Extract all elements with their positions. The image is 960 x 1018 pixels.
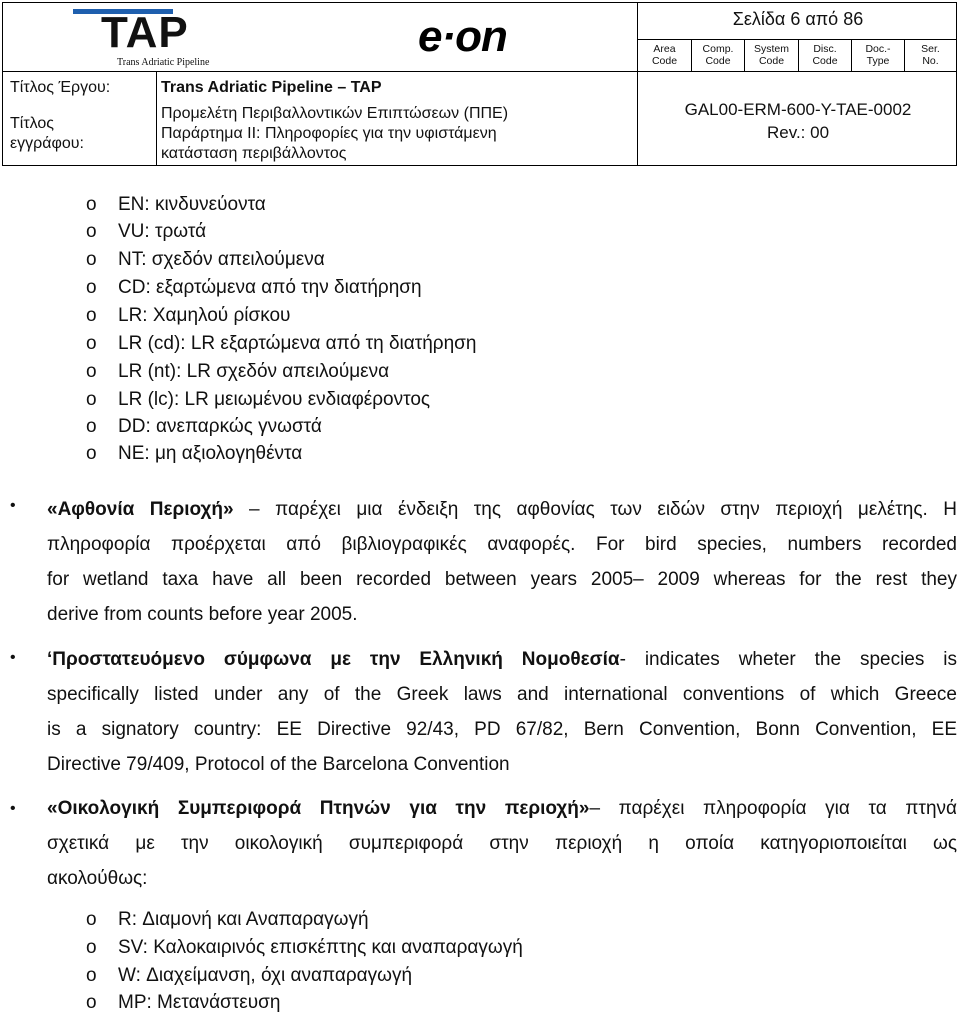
circle-bullet-icon: o (86, 389, 97, 410)
document-number: GAL00-ERM-600-Y-TAE-0002 (684, 100, 912, 119)
doc-title-line-1: Προμελέτη Περιβαλλοντικών Επιπτώσεων (ΠΠΕ) (161, 105, 509, 122)
paragraph-line: πληροφορία προέρχεται από βιβλιογραφικές αναφορές. For bird species, numbers recorded (47, 534, 957, 555)
list-item-text: NE: μη αξιολογηθέντα (118, 443, 303, 464)
paragraph-line: derive from counts before year 2005. (47, 604, 358, 625)
paragraph-text: - indicates wheter the species is (619, 649, 957, 670)
doc-title-label-2: εγγράφου: (10, 135, 84, 152)
header-rule (637, 39, 956, 40)
code-comp: Comp. Code (702, 43, 734, 67)
paragraph-line: for wetland taxa have all been recorded between years 2005– 2009 whereas for the rest they (47, 569, 957, 590)
doc-title-line-3: κατάσταση περιβάλλοντος (161, 145, 347, 162)
paragraph-heading: ‘Προστατευόμενο σύμφωνα με την Ελληνική Νομοθεσία (47, 649, 620, 670)
circle-bullet-icon: o (86, 443, 97, 464)
circle-bullet-icon: o (86, 194, 97, 215)
list-item-text: LR (cd): LR εξαρτώμενα από τη διατήρηση (118, 333, 477, 354)
doc-title-line-2: Παράρτημα ΙΙ: Πληροφορίες για την υφιστάμενη (161, 125, 497, 142)
circle-bullet-icon: o (86, 221, 97, 242)
tap-logo-word: TAP (101, 8, 189, 57)
paragraph-line: Directive 79/409, Protocol of the Barcelona Convention (47, 754, 510, 775)
tap-logo (73, 9, 258, 69)
list-item-text: EN: κινδυνεύοντα (118, 194, 266, 215)
paragraph-line (47, 791, 957, 826)
list-item-text: LR: Χαμηλού ρίσκου (118, 305, 291, 326)
circle-bullet-icon: o (86, 937, 97, 958)
paragraph-bird-behaviour (47, 791, 957, 896)
project-label: Τίτλος Έργου: (10, 79, 111, 96)
code-system: System Code (753, 43, 789, 67)
list-item-text: R: Διαμονή και Αναπαραγωγή (118, 909, 369, 930)
paragraph-line (47, 642, 957, 677)
bullet-icon: • (10, 497, 16, 514)
circle-bullet-icon: o (86, 361, 97, 382)
list-item-text: VU: τρωτά (118, 221, 207, 242)
circle-bullet-icon: o (86, 305, 97, 326)
list-item-text: MP: Μετανάστευση (118, 992, 281, 1013)
document-header (2, 2, 957, 166)
circle-bullet-icon: o (86, 992, 97, 1013)
eon-logo: e·on (418, 12, 507, 61)
circle-bullet-icon: o (86, 416, 97, 437)
circle-bullet-icon: o (86, 965, 97, 986)
paragraph-text: – παρέχει πληροφορία για τα πτηνά (589, 798, 957, 819)
list-item-text: SV: Καλοκαιρινός επισκέπτης και αναπαραγωγή (118, 937, 523, 958)
list-item-text: CD: εξαρτώμενα από την διατήρηση (118, 277, 422, 298)
bullet-icon: • (10, 800, 16, 817)
header-rule (637, 3, 638, 165)
paragraph-text: – παρέχει μια ένδειξη της αφθονίας των ειδών στην περιοχή μελέτης. Η (233, 499, 957, 520)
circle-bullet-icon: o (86, 909, 97, 930)
circle-bullet-icon: o (86, 249, 97, 270)
code-doc-type: Doc.- Type (865, 43, 891, 67)
list-item-text: W: Διαχείμανση, όχι αναπαραγωγή (118, 965, 413, 986)
code-ser-no: Ser. No. (921, 43, 940, 67)
paragraph-line: ακολούθως: (47, 868, 148, 889)
paragraph-line: σχετικά με την οικολογική συμπεριφορά στην περιοχή η οποία κατηγοριοποιείται ως (47, 833, 957, 854)
list-item-text: LR (nt): LR σχεδόν απειλούμενα (118, 361, 390, 382)
project-value: Trans Adriatic Pipeline – TAP (161, 79, 382, 96)
circle-bullet-icon: o (86, 277, 97, 298)
paragraph-line: is a signatory country: EE Directive 92/43, PD 67/82, Bern Convention, Bonn Convention, EE (47, 719, 957, 740)
list-item-text: DD: ανεπαρκώς γνωστά (118, 416, 322, 437)
code-area: Area Code (651, 43, 678, 67)
list-item-text: LR (lc): LR μειωμένου ενδιαφέροντος (118, 389, 431, 410)
paragraph-line: specifically listed under any of the Greek laws and international conventions of which Greece (47, 684, 957, 705)
tap-logo-subtitle: Trans Adriatic Pipeline (117, 57, 210, 68)
revision: Rev.: 00 (766, 123, 830, 142)
header-rule (156, 71, 157, 165)
paragraph-protected (47, 642, 957, 782)
document-number-block (639, 98, 957, 144)
doc-title-label-1: Τίτλος (10, 115, 55, 132)
page-number: Σελίδα 6 από 86 (732, 9, 864, 29)
paragraph-heading: «Αφθονία Περιοχή» (47, 499, 234, 520)
paragraph-line (47, 492, 957, 527)
paragraph-abundance (47, 492, 957, 632)
circle-bullet-icon: o (86, 333, 97, 354)
paragraph-heading: «Οικολογική Συμπεριφορά Πτηνών για την περιοχή» (47, 798, 590, 819)
list-item-text: NT: σχεδόν απειλούμενα (118, 249, 325, 270)
code-disc: Disc. Code (812, 43, 838, 67)
bullet-icon: • (10, 649, 16, 666)
